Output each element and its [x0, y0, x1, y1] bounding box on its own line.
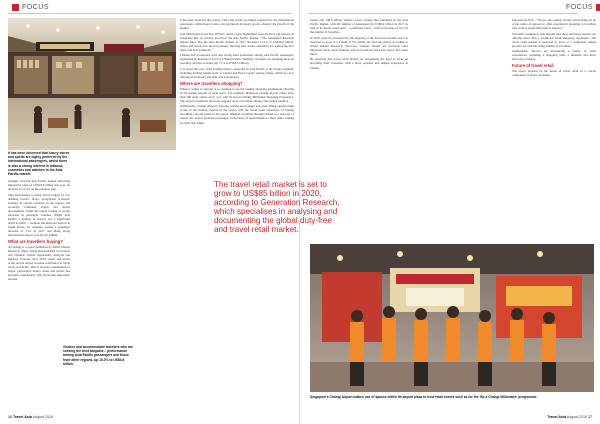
quote-line: The travel retail market is set to	[214, 180, 327, 189]
paragraph: It is noted that one of the leading luxury categories in Asia Pacific is the beauty segment, including leading brands such as Chanel and Estee Lauder among others, which are now offering more beauty and skin care experiences.	[180, 67, 294, 80]
paragraph: Additionally, airports are introducing a variety of retail experiences, including a shopping mall, a museum and more attractive products.	[512, 49, 596, 62]
section-title: FOCUS	[566, 4, 593, 11]
section-rule	[308, 13, 578, 14]
section-header-left	[12, 4, 49, 11]
magazine-brand: Travel Asia	[547, 415, 566, 419]
page-number: 16	[8, 415, 12, 419]
quote-line: which specialises in analysing and	[214, 207, 338, 216]
paragraph: followed in 2019 – "We are also seeing concept stores being set up at the centre of airports to offer experiential shopping to travellers who want to spend their time at airports."	[512, 18, 596, 31]
quote-line: grow to US$85 billion in 2020,	[214, 189, 322, 198]
paragraph: According to a report published by Allied Market Research, titled: Travel Retail Market by Product and Channel: Global Opportunity Analysis and Industry Forecast, 2017–2023, wines and spirits is the second largest revenue contributor in travel retail worldwide. This is because consumption of liquor, particularly luxury wines and spirits, has elevated considerably with increasing disposable income.	[8, 244, 70, 282]
section-title: FOCUS	[22, 4, 49, 11]
paragraph: Jodi Mantovani noted that TFWA's recent report highlighted Asia Pacific's big interest in categories that are driving growth in the Asia Pacific market: "The Generation Research figures show that the Asia Pacific market in 2017 increased 11.9% to US$19.6 billion. Wines and spirits also proved popular, showing how Asian consumers are embracing new tastes and new traditions."	[180, 31, 294, 52]
photo-caption: Singapore's Changi Airport makes use of spaces within its airport plaza to host retail events such as for the 'Be a Changi Millionaire' programme.	[310, 395, 538, 399]
magazine-brand: Travel Asia	[13, 415, 32, 419]
section-header-right	[566, 4, 600, 11]
quote-line: documenting the global duty-free	[214, 216, 332, 225]
paragraph: It has been observed that luxury wines and spirits are highly preferred by the international passengers, whilst there is also a strong interest in luxury goods, whereby the growth of the market.	[180, 18, 294, 31]
issue-date: August 2018	[566, 415, 587, 419]
subheading-future: Future of travel retail	[512, 62, 554, 68]
paragraph: strength, with the Asia Pacific market delivering impressive sales of US$19.6 billion last year, an increase of 11.4% on the previous year.	[8, 179, 70, 192]
event-photo	[310, 244, 594, 392]
paragraph: Travellers continue to visit airports and shop, and many airports are offering more than a traditional retail shopping experience. The travel retail market is expected to grow at a compound annual growth rate with the rising number of travellers.	[512, 31, 596, 48]
quote-line: and travel retail market.	[214, 225, 299, 234]
section-rule	[8, 13, 292, 14]
issue-date: August 2018	[32, 415, 53, 419]
paragraph: When it comes to airports, it is common to see the leading shopping destinations showing an increasing amount of retail space. For example, Singapore Changi Airport offers more than 400 retail outlets every year with its award-winning Millennial Shopping Experience. The airport's terminals showcase regional and local brands among other global retailers.	[180, 86, 294, 103]
left-column-1	[8, 179, 70, 283]
section-marker-icon	[12, 4, 19, 11]
section-marker-icon	[596, 4, 600, 11]
paragraph: This performance is being driven largely by two defining factors: firstly, exceptional economic fortunes in certain countries in the region; and secondly, continued airport and airline development within the region leading to strong increases in passenger volumes. Within Asia Pacific, a number of airports saw a significant uplift in traffic – Incheon International Airport in South Korea, for example, posted a passenger increase of 15% in 2017 and Hong Kong International Airport was not far behind.	[8, 192, 70, 238]
left-footer	[8, 415, 53, 419]
left-column-2	[180, 18, 294, 126]
photo-caption: It has been observed that luxury stores and spirits are highly preferred by the international passengers, whilst there is also a strong interest in tobacco, cosmetics and watches in the Asia Pacific market.	[8, 151, 70, 177]
subheading-what-buying: What are travellers buying?	[8, 238, 63, 244]
right-column-1	[310, 18, 408, 71]
subheading-where-shopping: Where are travellers shopping?	[180, 80, 243, 86]
store-photo	[8, 18, 176, 150]
right-column-2	[512, 18, 596, 79]
highlight-quote	[214, 180, 424, 234]
paragraph: Additionally, Changi Airport's spacious seating and lounges and great dining options make it one of the leading airports in the world, with the travel retail experience of Changi becoming a strong leader in the region. Whether travelling through Changi as a stopover or transit, the airport provides passengers with plenty of opportunities to shop while waiting for their next flight.	[180, 104, 294, 125]
page-number: 17	[588, 415, 592, 419]
right-footer	[547, 415, 592, 419]
paragraph: Fashion and accessories were also strong sales performers among Asia Pacific passengers, registering an increase of 6.2% to US$4.6 billion. Similarly, travellers are spending more on jewellery and fine watches (up 7.1% to US$2.5 billion).	[180, 53, 294, 66]
paragraph: The report focused on the future of travel retail as a crucial component of airport revenues.	[512, 68, 596, 78]
paragraph: He observed that travel retail brands are recognising the need to focus on providing their customers with a more personal and unique experience at Changi.	[310, 57, 408, 70]
quote-line: according to Generation Research,	[214, 198, 340, 207]
paragraph: tourist and 148.6 billion visitors across Changi that remained in the Asia Pacific market, with the number of passengers hit US$8.2 billion in 2017 as well as in airport retail sales – a particular trend – with an increase of 16% in the number of travellers.	[310, 18, 408, 35]
paragraph: In 2016, airports accounted for the majority of the duty-free revenue and it is expected to grow at a CAGR of 9% during the forecast period, according to Allied Market Research. However, retailers should not overlook other important travel retail channels such as downtown duty-free stores and cruise liners.	[310, 35, 408, 56]
pull-quote: Visitors and accommodate travelers who are seeking the best bargains – performance among Asia Pacific passengers and those from other regions, up 15.2% to US$3.6 billion.	[63, 345, 133, 366]
